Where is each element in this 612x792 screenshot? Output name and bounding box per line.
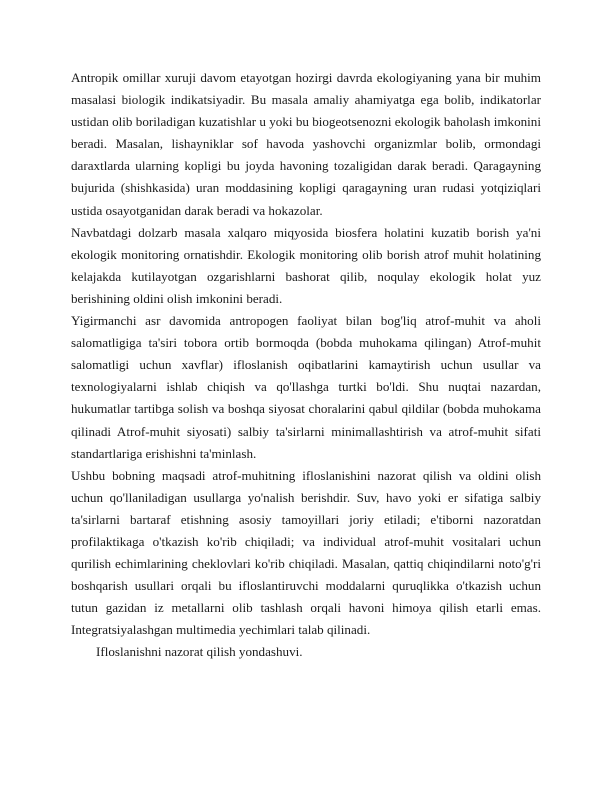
paragraph-ecological-monitoring: Navbatdagi dolzarb masala xalqaro miqyosida biosfera holatini kuzatib borish ya'ni ekologik monitoring ornatishdir. Ekologik monitoring olib borish atrof muhit holatining kelajakda kutilayotgan ozgarishlarni bashorat qilib, noqulay ekologik holat yuz berishining oldini olish imkonini beradi. <box>71 224 541 306</box>
paragraph-anthropogenic-impact: Yigirmanchi asr davomida antropogen faoliyat bilan bog'liq atrof-muhit va aholi salomatligiga ta'siri tobora ortib bormoqda (bobda muhokama qilingan) Atrof-muhit salomatligi uchun xavflar) ifloslanish oqibatlarini kamaytirish uchun usullar va texnologiyalarni ishlab chiqish va qo'llashga turtki bo'ldi. Shu nuqtai nazardan, hukumatlar tartibga solish va boshqa siyosat choralarini qabul qildilar (bobda muhokama qilinadi Atrof-muhit siyosati) salbiy ta'sirlarni minimallashtirish va atrof-muhit sifati standartlariga erishishni ta'minlash. <box>71 313 541 461</box>
document-page <box>71 67 541 664</box>
paragraph-chapter-goal: Ushbu bobning maqsadi atrof-muhitning ifloslanishini nazorat qilish va oldini olish uchun qo'llaniladigan usullarga yo'nalish berishdir. Suv, havo yoki er sifatiga salbiy ta'sirlarni bartaraf etishning asosiy tamoyillari joriy etiladi; e'tiborni nazoratdan profilaktikaga o'tkazish ko'rib chiqiladi; va individual atrof-muhit vositalari uchun qurilish echimlarining cheklovlari ko'rib chiqiladi. Masalan, qattiq chiqindilarni noto'g'ri boshqarish usullari orqali bu ifloslantiruvchi moddalarni quruqlikka o'tkazish uchun tutun gazidan iz metallarni olib tashlash orqali havoni himoya qilish etarli emas. Integratsiyalashgan multimedia yechimlari talab qilinadi. <box>71 467 541 638</box>
section-heading-pollution-control: Ifloslanishni nazorat qilish yondashuvi. <box>96 644 303 660</box>
paragraph-biological-indication: Antropik omillar xuruji davom etayotgan hozirgi davrda ekologiyaning yana bir muhim masalasi biologik indikatsiyadir. Bu masala amaliy ahamiyatga ega bolib, indikatorlar ustidan olib boriladigan kuzatishlar u yoki bu biogeotsenozni ekologik baholash imkonini beradi. Masalan, lishayniklar sof havoda yashovchi organizmlar bolib, ormondagi daraxtlarda ularning kopligi bu joyda havoning tozaligidan darak beradi. Qaragayning bujurida (shishkasida) uran moddasining kopligi qaragayning uran rudasi yotqiziqlari ustida osayotganidan darak beradi va hokazolar. <box>71 70 541 218</box>
